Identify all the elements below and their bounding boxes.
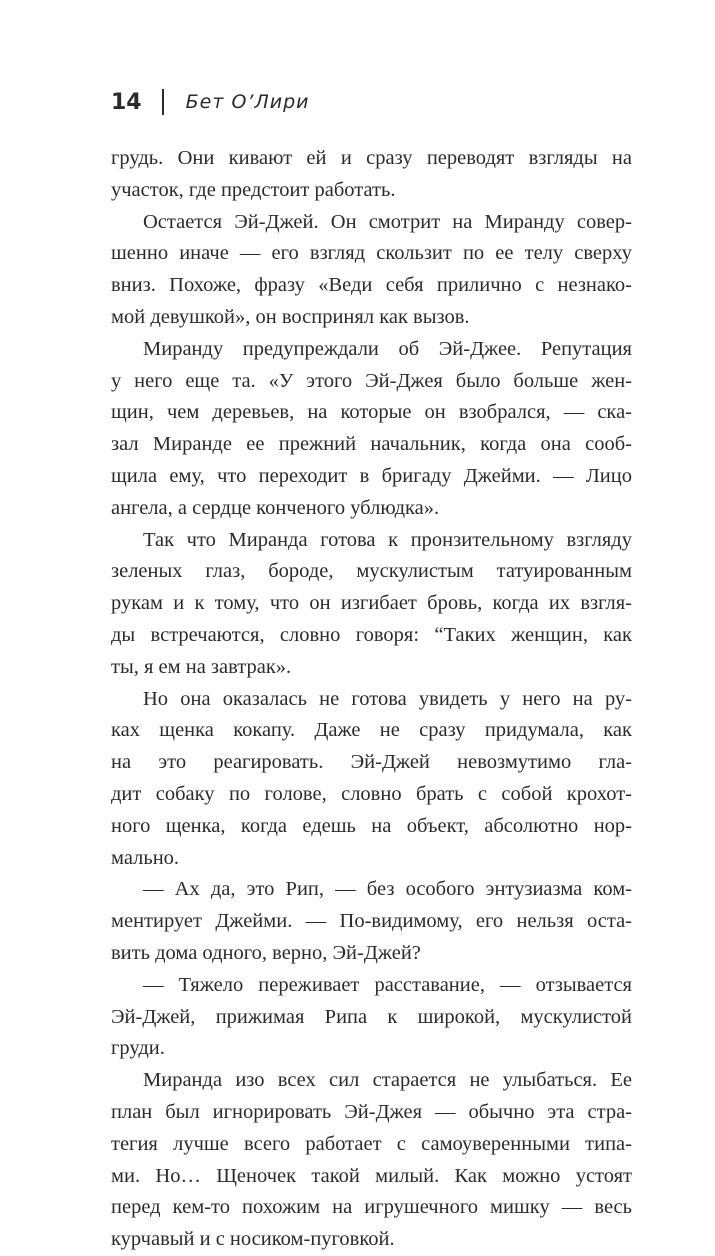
text-line: ангела, а сердце конченого ублюдка».: [111, 496, 440, 519]
text-line: вить дома одного, верно, Эй-Джей?: [111, 941, 421, 964]
body-text: [111, 143, 632, 1256]
text-line: Миранда изо всех сил старается не улыбаться. Ее: [143, 1069, 632, 1092]
text-line: мой девушкой», он воспринял как вызов.: [111, 305, 470, 328]
text-line: — Тяжело переживает расставание, — отзывается: [143, 973, 632, 996]
text-line: ми. Но… Щеночек такой милый. Как можно устоят: [111, 1164, 632, 1187]
text-line: на это реагировать. Эй-Джей невозмутимо гла-: [111, 751, 632, 774]
text-line: щин, чем деревьев, на которые он взобрался, — ска-: [111, 401, 632, 424]
text-line: Эй-Джей, прижимая Рипа к широкой, мускулистой: [111, 1005, 632, 1028]
text-line: у него еще та. «У этого Эй-Джея было больше жен-: [111, 369, 632, 392]
text-line: курчавый и с носиком-пуговкой.: [111, 1228, 395, 1251]
header-divider: [162, 89, 164, 115]
running-head: [111, 86, 310, 118]
page-number: 14: [111, 89, 142, 115]
text-line: дит собаку по голове, словно брать с собой крохот-: [111, 782, 632, 805]
text-line: Так что Миранда готова к пронзительному взгляду: [143, 528, 632, 551]
text-line: Миранду предупреждали об Эй-Джее. Репутация: [143, 337, 632, 360]
text-line: Но она оказалась не готова увидеть у него на ру-: [143, 687, 632, 710]
text-line: шенно иначе — его взгляд скользит по ее телу сверху: [111, 242, 632, 265]
running-head-author: Бет О’Лири: [185, 91, 310, 113]
text-line: мально.: [111, 846, 180, 869]
text-line: зал Миранде ее прежний начальник, когда она сооб-: [111, 433, 632, 456]
text-line: перед кем-то похожим на игрушечного мишку — весь: [111, 1196, 632, 1219]
text-line: щила ему, что переходит в бригаду Джейми. — Лицо: [111, 464, 632, 487]
text-line: вниз. Похоже, фразу «Веди себя прилично с незнако-: [111, 274, 632, 297]
text-line: ках щенка кокапу. Даже не сразу придумала, как: [111, 719, 632, 742]
text-line: груди.: [111, 1037, 165, 1060]
text-line: зеленых глаз, бороде, мускулистым татуированным: [111, 560, 632, 583]
text-line: грудь. Они кивают ей и сразу переводят взгляды на: [111, 147, 632, 169]
text-line: ного щенка, когда едешь на объект, абсолютно нор-: [111, 814, 632, 837]
text-line: ты, я ем на завтрак».: [111, 655, 292, 678]
text-line: ды встречаются, словно говоря: “Таких женщин, как: [111, 623, 632, 646]
text-line: Остается Эй-Джей. Он смотрит на Миранду совер-: [143, 210, 632, 233]
text-line: ментирует Джейми. — По-видимому, его нельзя оста-: [111, 910, 632, 933]
text-line: тегия лучше всего работает с самоуверенными типа-: [111, 1132, 632, 1155]
text-line: рукам и к тому, что он изгибает бровь, когда их взгля-: [111, 592, 632, 615]
text-line: — Ах да, это Рип, — без особого энтузиазма ком-: [143, 878, 632, 901]
text-line: план был игнорировать Эй-Джея — обычно эта стра-: [111, 1100, 632, 1123]
text-line: участок, где предстоит работать.: [111, 178, 396, 201]
